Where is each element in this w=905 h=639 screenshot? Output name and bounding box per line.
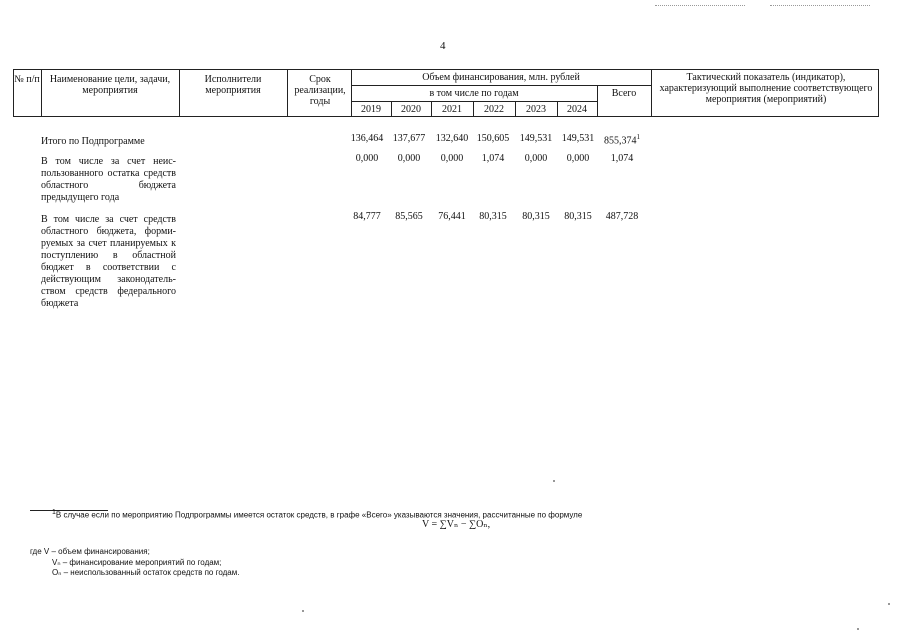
header-finance: Объем финансирования, млн. рублей — [422, 72, 580, 83]
cell-2020: 85,565 — [395, 211, 423, 222]
cell-2024: 0,000 — [566, 153, 590, 164]
scan-speck — [857, 628, 859, 630]
cell-2019: 136,464 — [350, 133, 384, 144]
scan-artifact — [770, 5, 870, 6]
footnote-text: 1В случае если по мероприятию Подпрограммы имеется остаток средств, в графе «Всего» указываются значения, рассчитанные по формуле — [52, 509, 583, 520]
cell-2022: 80,315 — [479, 211, 507, 222]
cell-2023: 80,315 — [522, 211, 550, 222]
cell-2023: 149,531 — [519, 133, 553, 144]
cell-2022: 150,605 — [476, 133, 510, 144]
header-indicator: Тактический показатель (индикатор), характеризующий выполнение соответствующего мероприятия (мероприятий) — [659, 72, 873, 105]
cell-2024: 80,315 — [564, 211, 592, 222]
header-year: 2023 — [526, 104, 546, 115]
cell-2020: 0,000 — [397, 153, 421, 164]
cell-2019: 84,777 — [353, 211, 381, 222]
header-year: 2022 — [484, 104, 504, 115]
scan-artifact — [655, 5, 745, 6]
header-no: № п/п — [14, 74, 40, 85]
cell-total: 487,728 — [605, 211, 639, 222]
header-name: Наименование цели, задачи, мероприятия — [49, 74, 171, 96]
footnote-vn: Vₙ – финансирование мероприятий по годам; — [52, 558, 222, 567]
table-header — [13, 69, 879, 117]
scan-speck — [888, 603, 890, 605]
cell-2020: 137,677 — [392, 133, 426, 144]
header-year: 2021 — [442, 104, 462, 115]
header-total: Всего — [611, 88, 637, 99]
page-number: 4 — [440, 40, 446, 52]
cell-2024: 149,531 — [561, 133, 595, 144]
cell-total: 855,374$^1$ — [604, 133, 640, 147]
footnote-formula: V = ∑Vₙ − ∑Oₙ, — [422, 519, 491, 530]
footnote-ref: 1 — [636, 133, 640, 141]
scan-speck — [553, 480, 555, 482]
cell-2023: 0,000 — [524, 153, 548, 164]
cell-2019: 0,000 — [355, 153, 379, 164]
cell-total: 1,074 — [610, 153, 634, 164]
header-year: 2019 — [361, 104, 381, 115]
cell-2021: 76,441 — [438, 211, 466, 222]
cell-2022: 1,074 — [481, 153, 505, 164]
header-year: 2024 — [567, 104, 587, 115]
cell-2021: 132,640 — [435, 133, 469, 144]
row-label-unused-balance: В том числе за счет неис-пользованного остатка средств областного бюджета предыдущего года — [41, 156, 176, 203]
header-year: 2020 — [401, 104, 421, 115]
header-executors: Исполнители мероприятия — [204, 74, 262, 96]
row-label-federal-funds: В том числе за счет средств областного бюджета, форми-руемых за счет планируемых к поступлению в областной бюджет в соответствии с действующим законодатель-ством средств федерального бюджета — [41, 214, 176, 309]
footnote-on: Oₙ – неиспользованный остаток средств по годам. — [52, 568, 240, 577]
scan-speck — [302, 610, 304, 612]
footnote-where: где V – объем финансирования; — [30, 547, 150, 556]
header-by-years: в том числе по годам — [429, 88, 519, 99]
row-label-total: Итого по Подпрограмме — [41, 136, 145, 147]
cell-2021: 0,000 — [440, 153, 464, 164]
header-term: Срок реализации, годы — [294, 74, 346, 107]
